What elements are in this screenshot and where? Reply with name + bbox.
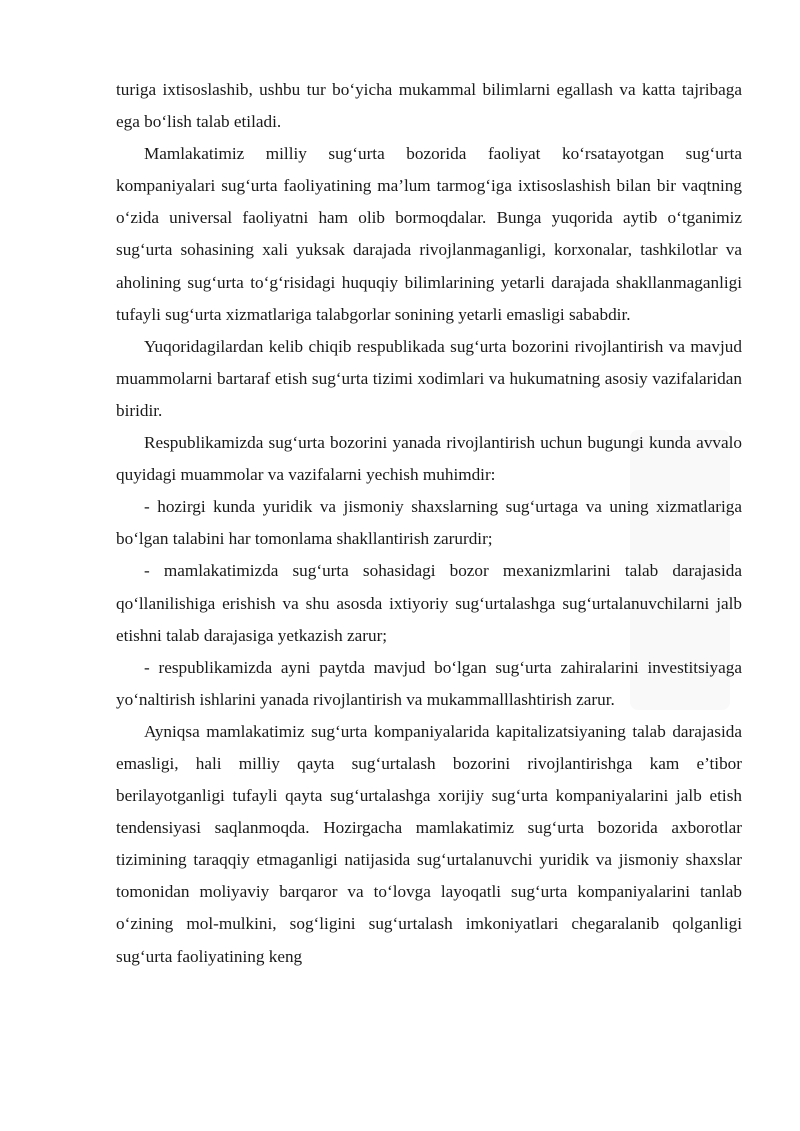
paragraph-development-goals: Yuqoridagilardan kelib chiqib respublikada sug‘urta bozorini rivojlantirish va mavjud muammolarni bartaraf etish sug‘urta tizimi xodimlari va hukumatning asosiy vazifalaridan biridir. bbox=[116, 336, 742, 420]
paragraph-capitalization: Ayniqsa mamlakatimiz sug‘urta kompaniyalarida kapitalizatsiyaning talab darajasida emasligi, hali milliy qayta sug‘urtalash bozorini rivojlantirishga kam e’tibor berilayotganligi tufayli qayta sug‘urtalashga xorijiy sug‘urta kompaniyalarini jalb etish tendensiyasi saqlanmoqda. Hozirgacha mamlakatimiz sug‘urta bozorida axborotlar tizimining taraqqiy etmaganligi natijasida sug‘urtalanuvchi yuridik va jismoniy shaxslar tomonidan moliyaviy barqaror va to‘lovga layoqatli sug‘urta kompaniyalarini tanlab o‘zining mol-mulkini, sog‘ligini sug‘urtalash imkoniyatlari chegaralanib qolganligi sug‘urta faoliyatining keng bbox=[116, 721, 742, 966]
list-item-market-mechanisms: - mamlakatimizda sug‘urta sohasidagi bozor mexanizmlarini talab darajasida qo‘llanilishiga erishish va shu asosda ixtiyoriy sug‘urtalashga sug‘urtalanuvchilarni jalb etishni talab darajasiga yetkazish zarur; bbox=[116, 561, 742, 645]
paragraph-insurance-companies: Mamlakatimiz milliy sug‘urta bozorida faoliyat ko‘rsatayotgan sug‘urta kompaniyalari sug‘urta faoliyatining ma’lum tarmog‘iga ixtisoslashish bilan bir vaqtning o‘zida universal faoliyatni ham olib bormoqdalar. Bunga yuqorida aytib o‘tganimiz sug‘urta sohasining xali yuksak darajada rivojlanmaganligi, korxonalar, tashkilotlar va aholining sug‘urta to‘g‘risidagi huquqiy bilimlarining yetarli darajada shakllanmaganligi tufayli sug‘urta xizmatlariga talabgorlar sonining yetarli emasligi sababdir. bbox=[116, 144, 742, 324]
document-body bbox=[116, 74, 742, 973]
list-item-demand: - hozirgi kunda yuridik va jismoniy shaxslarning sug‘urtaga va uning xizmatlariga bo‘lgan talabini har tomonlama shakllantirish zarurdir; bbox=[116, 497, 742, 549]
paragraph-continuation: turiga ixtisoslashib, ushbu tur bo‘yicha mukammal bilimlarni egallash va katta tajribaga ega bo‘lish talab etiladi. bbox=[116, 80, 742, 132]
paragraph-tasks-intro: Respublikamizda sug‘urta bozorini yanada rivojlantirish uchun bugungi kunda avvalo quyidagi muammolar va vazifalarni yechish muhimdir: bbox=[116, 433, 742, 485]
list-item-investment: - respublikamizda ayni paytda mavjud bo‘lgan sug‘urta zahiralarini investitsiyaga yo‘naltirish ishlarini yanada rivojlantirish va mukammalllashtirish zarur. bbox=[116, 657, 742, 709]
